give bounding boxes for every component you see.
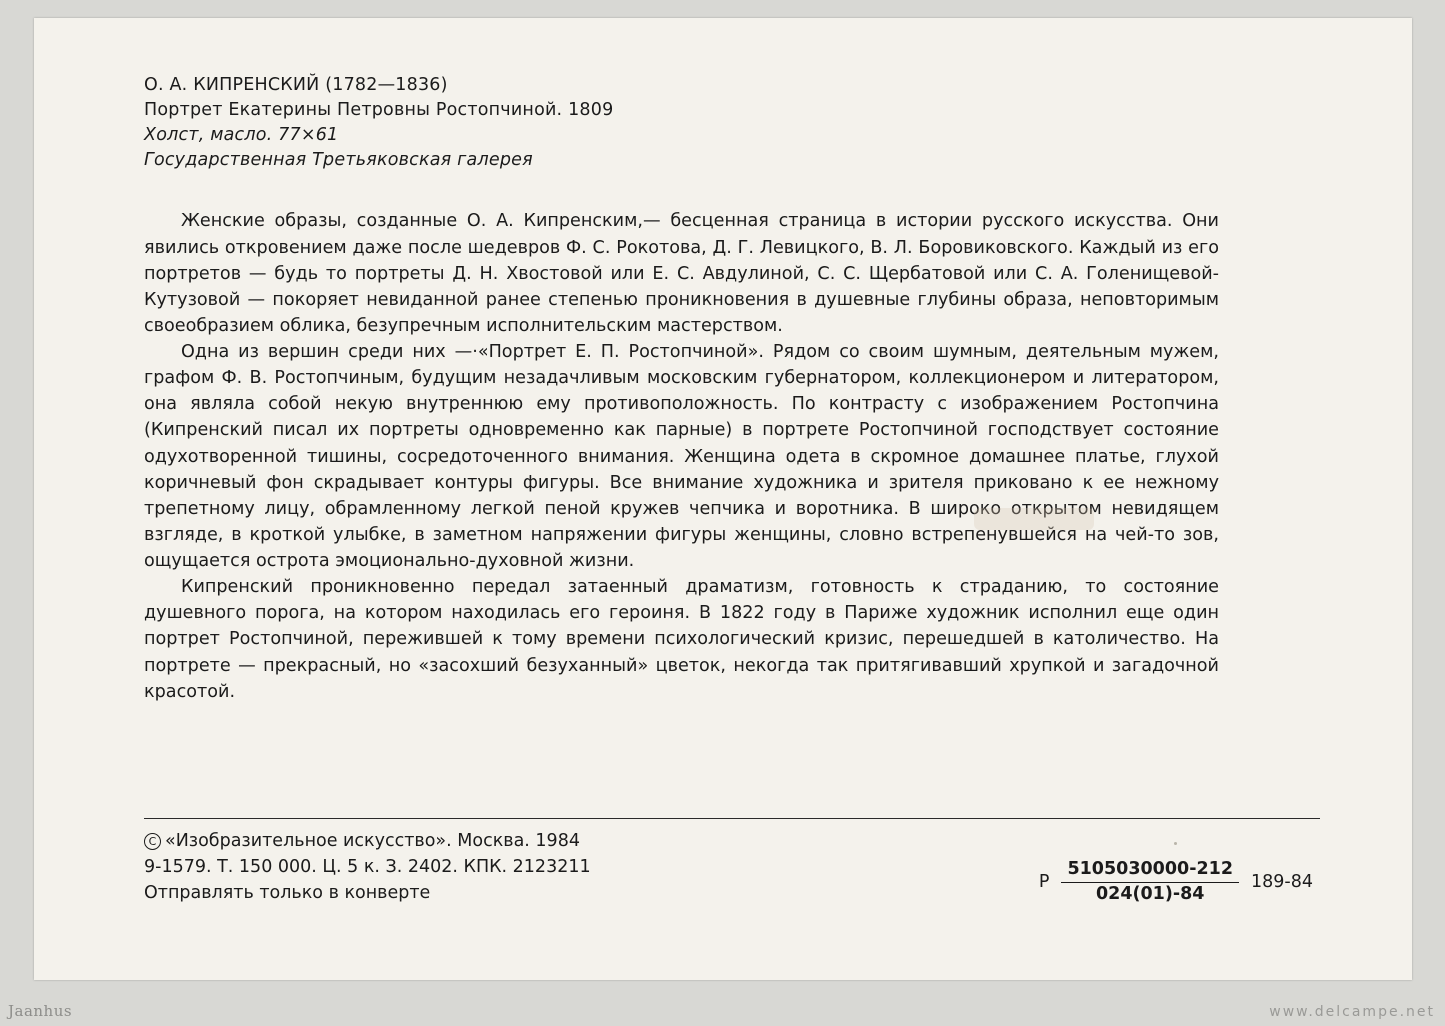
divider [144,818,1320,819]
artwork-header [144,73,1317,172]
medium-line: Холст, масло. 77×61 [144,124,339,145]
code-prefix: Р [1038,872,1050,893]
imprint-block [144,818,1319,907]
code-suffix: 189-84 [1251,872,1313,893]
code-numerator: 5105030000-212 [1061,859,1239,883]
catalog-code [1039,859,1313,906]
mail-note-line: Отправлять только в конверте [144,882,431,903]
paragraph: Кипренский проникновенно передал затаенный драматизм, готовность к страданию, то состояние душевного порога, на котором находилась его героиня. В 1822 году в Париже художник исполнил еще один портрет Ростопчиной, пережившей к тому времени психологический кризис, перешедшей в католичество. На портрете — прекрасный, но «засохший безуханный» цветок, некогда так притягивавший хрупкой и загадочной красотой. [144,577,1219,702]
imprint-text [144,829,591,907]
publisher-line [144,829,591,855]
watermark-left: Jaanhus [8,1002,73,1020]
card-content [144,73,1317,705]
paragraph: Женские образы, созданные О. А. Кипренским,— бесценная страница в истории русского искусства. Они явились откровением даже после шедевров Ф. С. Рокотова, Д. Г. Левицкого, В. Л. Боровиковского. Каждый из его портретов — будь то портреты Д. Н. Хвостовой или Е. С. Авдулиной, С. С. Щербатовой или С. А. Голенищевой-Кутузовой — покоряет невиданной ранее степенью проникновения в душевные глубины образа, неповторимым своеобразием облика, безупречным исполнительским мастерством. [144,211,1219,336]
postcard-back [34,18,1412,980]
collection-line: Государственная Третьяковская галерея [144,149,533,170]
description-text [144,208,1219,704]
artist-line: О. А. КИПРЕНСКИЙ (1782—1836) [144,75,448,95]
title-line: Портрет Екатерины Петровны Ростопчиной. 1809 [144,99,614,120]
copyright-icon: C [144,833,161,850]
publisher-label: «Изобразительное искусство». Москва. 1984 [165,831,580,851]
print-info-line: 9-1579. Т. 150 000. Ц. 5 к. З. 2402. КПК. 2123211 [144,856,591,877]
watermark-right: www.delcampe.net [1269,1004,1435,1020]
code-denominator: 024(01)-84 [1095,883,1205,904]
paragraph: Одна из вершин среди них —·«Портрет Е. П. Ростопчиной». Рядом со своим шумным, деятельным мужем, графом Ф. В. Ростопчиным, будущим незадачливым московским губернатором, коллекционером и литератором, она являла собой некую внутреннюю ему противоположность. По контрасту с изображением Ростопчина (Кипренский писал их портреты одновременно как парные) в портрете Ростопчиной господствует состояние одухотворенной тишины, сосредоточенного внимания. Женщина одета в скромное домашнее платье, глухой коричневый фон скрадывает контуры фигуры. Все внимание художника и зрителя приковано к ее нежному трепетному лицу, обрамленному легкой пеной кружев чепчика и воротника. В широко открытом невидящем взгляде, в кроткой улыбке, в заметном напряжении фигуры женщины, словно встрепенувшейся на чей-то зов, ощущается острота эмоционально-духовной жизни. [144,342,1219,571]
code-fraction [1061,859,1239,906]
